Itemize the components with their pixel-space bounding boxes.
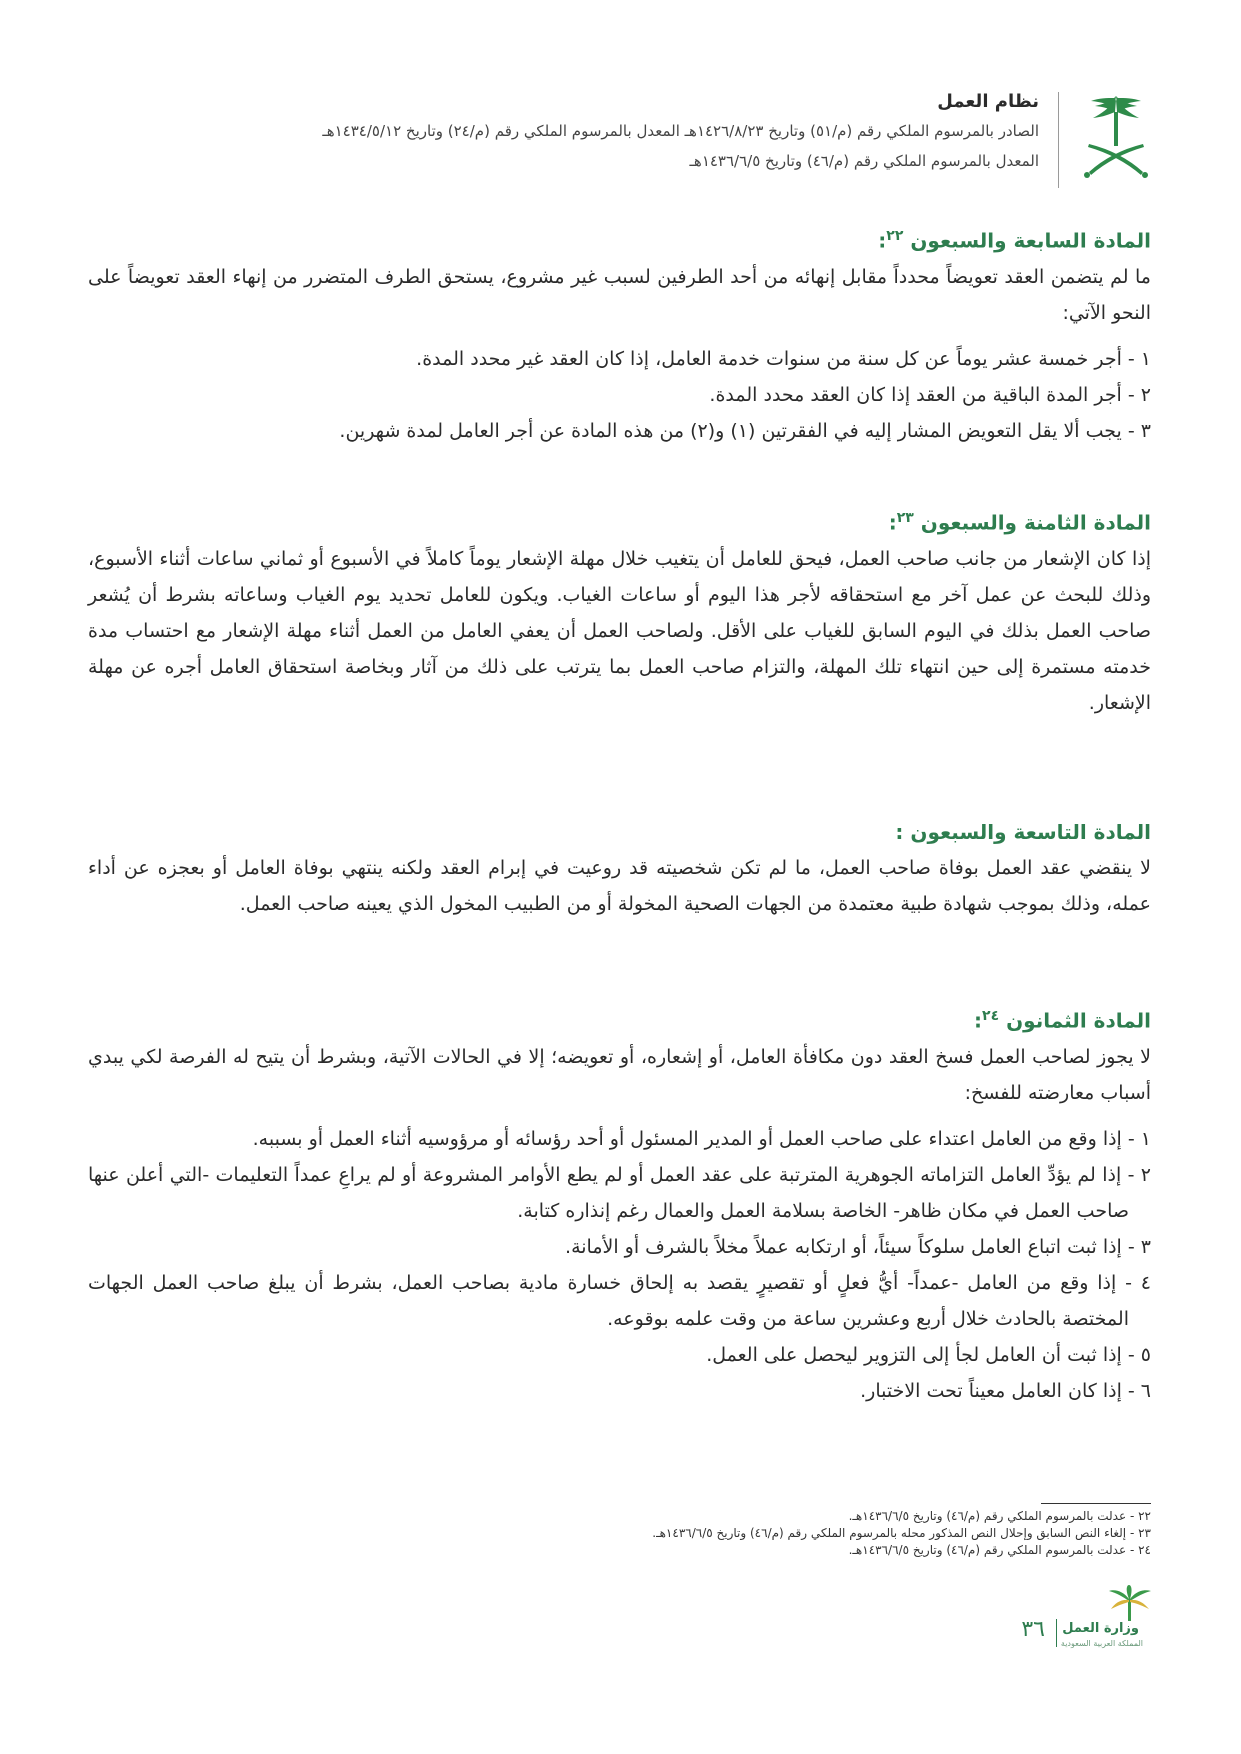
list-item: ٢ - أجر المدة الباقية من العقد إذا كان العقد محدد المدة. — [709, 383, 1151, 406]
title-colon: : — [888, 510, 897, 535]
page-footer — [953, 1585, 1153, 1648]
list-item: ١ - إذا وقع من العامل اعتداء على صاحب العمل أو المدير المسئول أو أحد رؤسائه أو مرؤوسيه أثناء العمل أو بسببه. — [252, 1127, 1151, 1150]
title-colon: : — [878, 228, 887, 253]
footnotes — [652, 1508, 1151, 1559]
list-item: ٥ - إذا ثبت أن العامل لجأ إلى التزوير ليحصل على العمل. — [706, 1343, 1151, 1366]
article-paragraph: لا ينقضي عقد العمل بوفاة صاحب العمل، ما لم تكن شخصيته قد روعيت في إبرام العقد ولكنه ينتهي بوفاة العامل أو بعجزه عن أداء عمله، وذلك بموجب شهادة طبية معتمدة من الجهات الصحية المخولة أو من الطبيب المخول الذي يعينه صاحب العمل. — [88, 857, 1151, 915]
list-item: ٤ - إذا وقع من العامل -عمداً- أيُّ فعلٍ أو تقصيرٍ يقصد به إلحاق خسارة مادية بصاحب العمل، بشرط أن يبلغ صاحب العمل الجهات المختصة بالحادث خلال أربع وعشرين ساعة من وقت علمه بوقوعه. — [88, 1271, 1151, 1330]
footnote-ref: ٢٣ — [896, 510, 914, 526]
list-item: ٣ - يجب ألا يقل التعويض المشار إليه في الفقرتين (١) و(٢) من هذه المادة عن أجر العامل لمدة شهرين. — [339, 419, 1151, 442]
law-title: نظام العمل — [937, 91, 1039, 112]
header-text — [91, 88, 1039, 176]
list-item: ٦ - إذا كان العامل معيناً تحت الاختبار. — [860, 1379, 1151, 1402]
article-title-text: المادة الثمانون — [1006, 1008, 1151, 1033]
article-77 — [88, 218, 1151, 449]
footnote-item: ٢٤ - عدلت بالمرسوم الملكي رقم (م/٤٦) وتاريخ ١٤٣٦/٦/٥هـ. — [848, 1543, 1151, 1557]
law-amendment-line: المعدل بالمرسوم الملكي رقم (م/٤٦) وتاريخ ١٤٣٦/٦/٥هـ — [689, 152, 1039, 170]
list-item: ٣ - إذا ثبت اتباع العامل سلوكاً سيئاً، أو ارتكابه عملاً مخلاً بالشرف أو الأمانة. — [565, 1235, 1151, 1258]
footnote-item: ٢٢ - عدلت بالمرسوم الملكي رقم (م/٤٦) وتاريخ ١٤٣٦/٦/٥هـ. — [848, 1509, 1151, 1523]
article-title — [88, 500, 1151, 541]
article-paragraph: ما لم يتضمن العقد تعويضاً محدداً مقابل إنهائه من أحد الطرفين لسبب غير مشروع، يستحق الطرف المتضرر من إنهاء العقد تعويضاً على النحو الآتي: — [88, 265, 1151, 324]
footnote-rule — [1041, 1503, 1151, 1504]
footer-divider — [1056, 1619, 1057, 1647]
ministry-name: وزارة العمل — [1062, 1621, 1139, 1636]
article-title-text: المادة الثامنة والسبعون — [920, 510, 1151, 535]
article-paragraph: إذا كان الإشعار من جانب صاحب العمل، فيحق للعامل أن يتغيب خلال مهلة الإشعار يوماً كاملاً في الأسبوع أو ثماني ساعات أثناء الأسبوع، وذلك للبحث عن عمل آخر مع استحقاقه لأجر هذا اليوم أو ساعات الغياب. ويكون للعامل تحديد يوم الغياب وساعاته بشرط أن يُشعر صاحب العمل بذلك في اليوم السابق للغياب على الأقل. ولصاحب العمل أن يعفي العامل من العمل أثناء مهلة الإشعار مع احتساب مدة خدمته مستمرة إلى حين انتهاء تلك المهلة، والتزام صاحب العمل بما يترتب على ذلك من آثار وبخاصة استحقاق العامل أجره عن مهلة الإشعار. — [88, 547, 1151, 714]
article-80 — [88, 998, 1151, 1409]
title-colon: : — [974, 1008, 983, 1033]
article-title — [88, 218, 1151, 259]
ministry-country: المملكة العربية السعودية — [1060, 1639, 1143, 1648]
article-title — [88, 998, 1151, 1039]
list-item: ١ - أجر خمسة عشر يوماً عن كل سنة من سنوات خدمة العامل، إذا كان العقد غير محدد المدة. — [416, 347, 1151, 370]
footnote-item: ٢٣ - إلغاء النص السابق وإحلال النص المذكور محله بالمرسوم الملكي رقم (م/٤٦) وتاريخ ١٤٣٦/٦/٥هـ. — [652, 1526, 1151, 1540]
article-title-text: المادة السابعة والسبعون — [910, 228, 1151, 253]
article-79 — [88, 814, 1151, 922]
article-title: المادة التاسعة والسبعون : — [895, 820, 1151, 844]
footnote-ref: ٢٢ — [886, 228, 904, 244]
page-number: ٣٦ — [1021, 1617, 1045, 1642]
article-paragraph: لا يجوز لصاحب العمل فسخ العقد دون مكافأة العامل، أو إشعاره، أو تعويضه؛ إلا في الحالات الآتية، وبشرط أن يتيح له الفرصة لكي يبدي أسباب معارضته للفسخ: — [88, 1045, 1151, 1104]
document-header — [91, 88, 1151, 198]
header-divider — [1058, 92, 1059, 188]
saudi-emblem-icon — [1081, 94, 1151, 180]
article-78 — [88, 500, 1151, 721]
footnote-ref: ٢٤ — [982, 1008, 1000, 1024]
law-issuance-line: الصادر بالمرسوم الملكي رقم (م/٥١) وتاريخ ١٤٢٦/٨/٢٣هـ المعدل بالمرسوم الملكي رقم (م/٢٤) وتاريخ ١٤٣٤/٥/١٢هـ — [322, 122, 1039, 140]
list-item: ٢ - إذا لم يؤدِّ العامل التزاماته الجوهرية المترتبة على عقد العمل أو لم يطع الأوامر المشروعة أو لم يراعِ عمداً التعليمات -التي أعلن عنها صاحب العمل في مكان ظاهر- الخاصة بسلامة العمل والعمال رغم إنذاره كتابة. — [88, 1163, 1151, 1222]
